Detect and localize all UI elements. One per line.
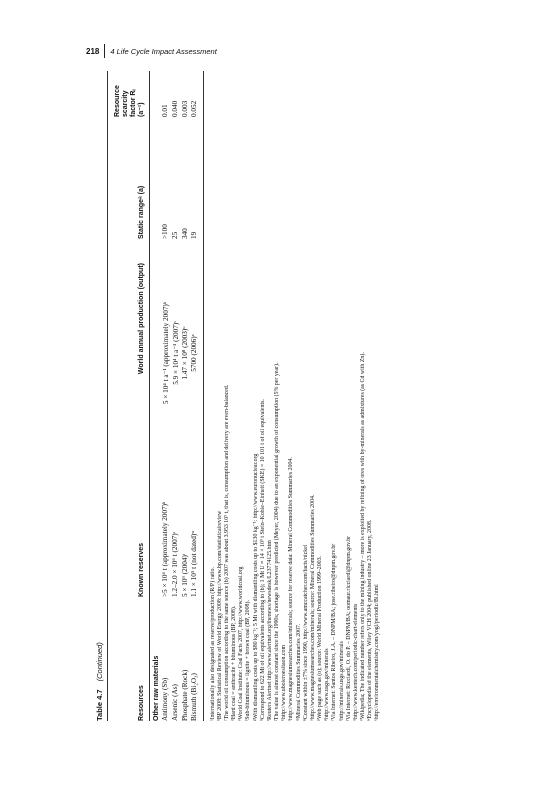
footnote: ᶜThe world oil consumption according to the same source (b) 2007 was about 3.953 10⁹ t, that is, consumption and delivery are even-balanced.: [224, 384, 230, 721]
footnote: ᵛWikipedia; The indicated number refers only to the mining industry – more is exploited by refining of ores with by-minerals as admixtures (as Cd with Zn).: [359, 352, 366, 721]
footnote: ˢhttp://minerals.usgs.gov/minerals: [338, 641, 345, 721]
footnote: ᵐMineral Commodities Summaries 2007.: [295, 623, 302, 721]
cell-production: 1.47 × 10⁸ (2003)ᵘ: [181, 326, 190, 380]
cell-range: 25: [171, 231, 180, 239]
footnote: ᵖWeb page such as (o); source: World Mineral Production 1999–2003.: [317, 555, 324, 721]
col-header-known-reserves: Known reserves: [138, 542, 146, 597]
footnote: ʰCorrespond to 622 Mt of oil equivalents according to (b); 1 Mt U ≈ 14 × 10⁹ t Stein–Kohle–Einheit (SKE) = 10 101 t of oil equivalents.: [259, 399, 266, 721]
chapter-title: 4 Life Cycle Impact Assessment: [110, 46, 217, 56]
col-header-static-range: Static rangeᵃ (a): [138, 185, 146, 239]
footnote: ⁿConstant within ±7% since 1990, http://www.amccatcher.com/facts/nickel: [302, 544, 309, 721]
col-header-scarcity-factor: Resource scarcity factor Rᵢ (a⁻¹): [114, 85, 146, 117]
cell-range: >100: [161, 224, 170, 239]
footnote: ᵠhttp://www.usgs.gov/minerals: [324, 648, 331, 721]
cell-range: 340: [181, 228, 190, 239]
cell-production: 5 × 10⁴ t a⁻¹ (approximately 2007)ʰ: [162, 301, 171, 405]
footnote: ᵃInternationally also designated as reserve/production (R/P) ratio.: [209, 567, 216, 721]
cell-reserves: 5 × 10⁹ (2004)ᵗ: [181, 553, 190, 597]
running-header: [86, 44, 496, 58]
rotated-table-block: [95, 71, 495, 721]
cell-range: 19: [190, 231, 199, 239]
page-number: 218: [86, 46, 100, 56]
col-header-world-production: World annual production (output): [138, 263, 146, 375]
cell-resource: Bismuth (Bi₂O₃): [190, 673, 199, 721]
footnote: ᵉWorld Coal Institute: Coal Facts 2007, http://www.worldcoal.org: [238, 566, 245, 721]
cell-production: 5700 (2006)ˣ: [190, 334, 199, 372]
cell-reserves: >5 × 10⁶ t (approximately 2007)ʰ: [161, 501, 170, 597]
footnote: ʳVia Internet: Santos Ribeiro, J.A. – DNPM/BA; jose.ribeiro@dnpm.gov.br: [331, 543, 338, 721]
footnote: ᵒhttp://www.magnesiumsearches.com/minerals; source: Mineral Commodities Summaries 2004.: [309, 494, 316, 721]
header-divider: [104, 44, 105, 58]
group-row: [150, 71, 161, 721]
table-row: [161, 71, 171, 721]
footnote: ᵈHard coal = anthracite + bituminous (BP, 2008).: [231, 605, 238, 721]
cell-reserves: 1.2–2.0 × 10⁶ t (2007)ˢ: [171, 531, 180, 597]
table-row: [190, 71, 199, 721]
cell-resource: Antimony (Sb): [161, 677, 170, 721]
footnote: ᶠSub-bituminous = lignite + brown coal (BP, 2008).: [245, 600, 252, 721]
cell-resource: Phosphate (Rock): [181, 669, 190, 721]
table-row: [171, 71, 181, 721]
footnote: ᵘhttp://www.kentech.com/periodic-chart-elements: [352, 603, 359, 721]
footnote: ˣhttp://environmentalchemistry.com/yogi/periodic/Bi.html: [374, 584, 381, 721]
group-label: Other raw materials: [153, 655, 161, 721]
cell-factor: 0.052: [190, 100, 199, 117]
footnote: ʷEncyclopedia of the elements, Wiley VCH 2004; published online 23 January, 2008.: [367, 519, 374, 721]
footnote: ʲThe value is almost constant since the 1990s; shortage is however predicted (Meyer, 2004) due to an exponential growth of consumption (5% per year).: [274, 362, 281, 721]
footnote: ⁱReuters Alertnet http://www.alertnet.org/thenews/newsdesk/L23774125.htm: [266, 540, 273, 721]
data-table: [112, 71, 204, 721]
cell-reserves: 1.1 × 10⁵ t (not dated)ʷ: [190, 530, 199, 597]
footnote: ᵏhttp://www.uboleroesltaon.com: [281, 644, 288, 721]
table-label: Table 4.7: [95, 689, 104, 721]
table-continued: (Continued): [95, 642, 104, 682]
footnote: ᵍWith dismantling costs up to $80 kg⁻¹; 5 Mt with dismantling costs up to $130 kg⁻¹: http://www.euronuclear.org: [252, 453, 259, 721]
footnote: ᵗVia Internet: Ricciardi, O. do P. – DNPM/BA; oomaur.ricciardi@dnpm.gov.br: [345, 535, 352, 721]
col-header-resources: Resources: [138, 685, 146, 721]
cell-factor: 0.040: [171, 100, 180, 117]
header-row: [112, 71, 149, 721]
top-rule: [107, 71, 108, 721]
footnote: ᵇBP 2008: Statistical Review of World Energy 2008: http://www.bp.com/statisticalreview: [216, 510, 223, 721]
cell-factor: 0.01: [161, 104, 170, 117]
footnote: ˡhttp://www.magnesiumsearches.com/minerals; source for reserve data: Mineral Commodities Summaries 2004.: [288, 457, 295, 721]
cell-resource: Arsenic (As): [171, 684, 180, 721]
table-row: [181, 71, 190, 721]
table-caption: [95, 71, 104, 721]
footnotes: [210, 71, 382, 721]
cell-factor: 0.003: [181, 100, 190, 117]
cell-production: 5.9 × 10⁴ t a⁻¹ (2007)ˢ: [172, 321, 181, 385]
bottom-rule: [203, 71, 204, 721]
